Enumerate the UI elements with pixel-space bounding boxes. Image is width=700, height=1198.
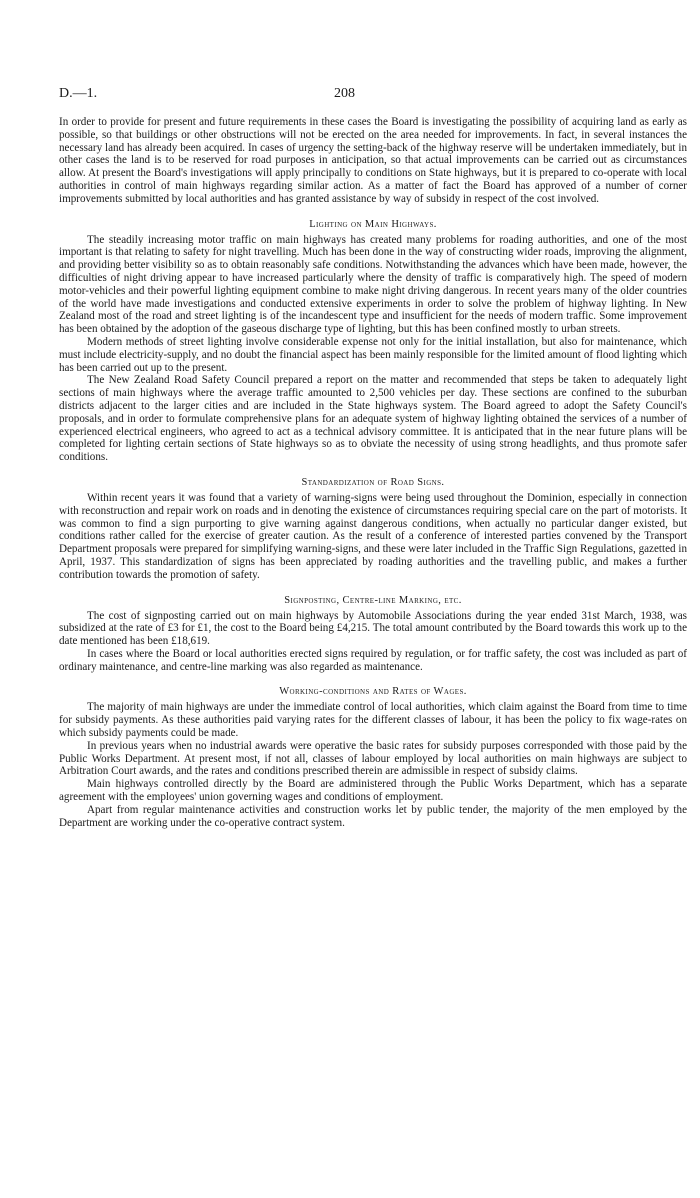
lighting-paragraph-3: The New Zealand Road Safety Council prepared a report on the matter and recommended that steps be taken to adequately light sections of main highways where the average traffic amounted to 2,500 vehicles per day. These sections are confined to the suburban districts adjacent to the larger cities and are included in the State highways system. The Board agreed to adopt the Safety Council's proposals, and in order to formulate comprehensive plans for an adequate system of highway lighting obtained the services of a number of experienced electrical engineers, who agreed to act as a technical advisory committee. It is anticipated that in the near future plans will be completed for lighting certain sections of State highways so as to obviate the necessity of using strong headlights, and thus promote safer conditions. [59,374,687,464]
road-signs-paragraph-1: Within recent years it was found that a variety of warning-signs were being used throughout the Dominion, especially in connection with reconstruction and repair work on roads and in denoting the existence of circumstances requiring special care on the part of motorists. It was common to find a sign purporting to give warning against dangerous conditions, when actually no particular danger existed, but conditions rather called for the exercise of greater caution. As the result of a conference of interested parties convened by the Transport Department proposals were prepared for simplifying warning-signs, and these were later included in the Traffic Sign Regulations, gazetted in April, 1937. This standardization of signs has been appreciated by roading authorities and the travelling public, and makes a further contribution towards the promotion of safety. [59,491,687,581]
wages-paragraph-4: Apart from regular maintenance activities and construction works let by public tender, the majority of the men employed by the Department are working under the co-operative contract system. [59,803,687,829]
wages-heading: Working-conditions and Rates of Wages. [279,686,467,698]
signposting-paragraph-2: In cases where the Board or local authorities erected signs required by regulation, or for traffic safety, the cost was included as part of ordinary maintenance, and centre-line marking was also regarded as maintenance. [59,647,687,673]
page-header [59,86,687,106]
intro-paragraph: In order to provide for present and future requirements in these cases the Board is investigating the possibility of acquiring land as early as possible, so that buildings or other obstructions will not be erected on the area needed for improvements. In fact, in several instances the necessary land has already been acquired. In cases of urgency the setting-back of the highway reserve will be undertaken immediately, but in other cases the land is to be reserved for road purposes in anticipation, so that actual improvements can be carried out as circumstances allow. At present the Board's investigations will apply principally to conditions on State highways, but it is prepared to co-operate with local authorities in control of main highways regarding similar action. As a matter of fact the Board has approved of a number of corner improvements submitted by local authorities and has granted assistance by way of subsidy in respect of the cost involved. [59,116,687,205]
lighting-paragraph-1: The steadily increasing motor traffic on main highways has created many problems for roading authorities, and one of the most important is that relating to safety for night travelling. Much has been done in the way of constructing wider roads, improving the alignment, and providing better visibility so as to obtain reasonably safe conditions. Notwithstanding the advances which have been made, however, the difficulties of night driving appear to have increased particularly where the density of traffic is comparatively high. The speed of modern motor-vehicles and their powerful lighting equipment combine to make night driving dangerous. In recent years many of the older countries of the world have made investigations and conducted extensive experiments in order to solve the problem of highway lighting. In New Zealand most of the road and street lighting is of the incandescent type and insufficient for the needs of modern traffic. Some improvement has been obtained by the adoption of the gaseous discharge type of lighting, but this has been confined mostly to urban streets. [59,233,687,336]
document-reference: D.—1. [59,86,98,101]
wages-paragraph-2: In previous years when no industrial awards were operative the basic rates for subsidy purposes corresponded with those paid by the Public Works Department. At present most, if not all, classes of labour employed by local authorities on main highways are subject to Arbitration Court awards, and the rates and conditions prescribed therein are admissible in respect of subsidy claims. [59,739,687,778]
wages-paragraph-3: Main highways controlled directly by the Board are administered through the Public Works Department, which has a separate agreement with the employees' union governing wages and conditions of employment. [59,778,687,804]
road-signs-heading: Standardization of Road Signs. [301,476,445,488]
document-page [59,86,687,829]
signposting-paragraph-1: The cost of signposting carried out on main highways by Automobile Associations during the year ended 31st March, 1938, was subsidized at the rate of £3 for £1, the cost to the Board being £4,215. The total amount contributed by the Board towards this work up to the date mentioned has been £18,619. [59,609,687,648]
wages-paragraph-1: The majority of main highways are under the immediate control of local authorities, which claim against the Board from time to time for subsidy payments. As these authorities paid varying rates for the different classes of labour, it has been the policy to fix wage-rates on which subsidy payments could be made. [59,701,687,740]
signposting-heading: Signposting, Centre-line Marking, etc. [284,594,462,606]
lighting-heading: Lighting on Main Highways. [309,218,437,230]
lighting-paragraph-2: Modern methods of street lighting involve considerable expense not only for the initial installation, but also for maintenance, which must include electricity-supply, and no doubt the financial aspect has been mainly responsible for the limited amount of flood lighting which has been carried out up to the present. [59,335,687,374]
page-number: 208 [334,86,355,101]
